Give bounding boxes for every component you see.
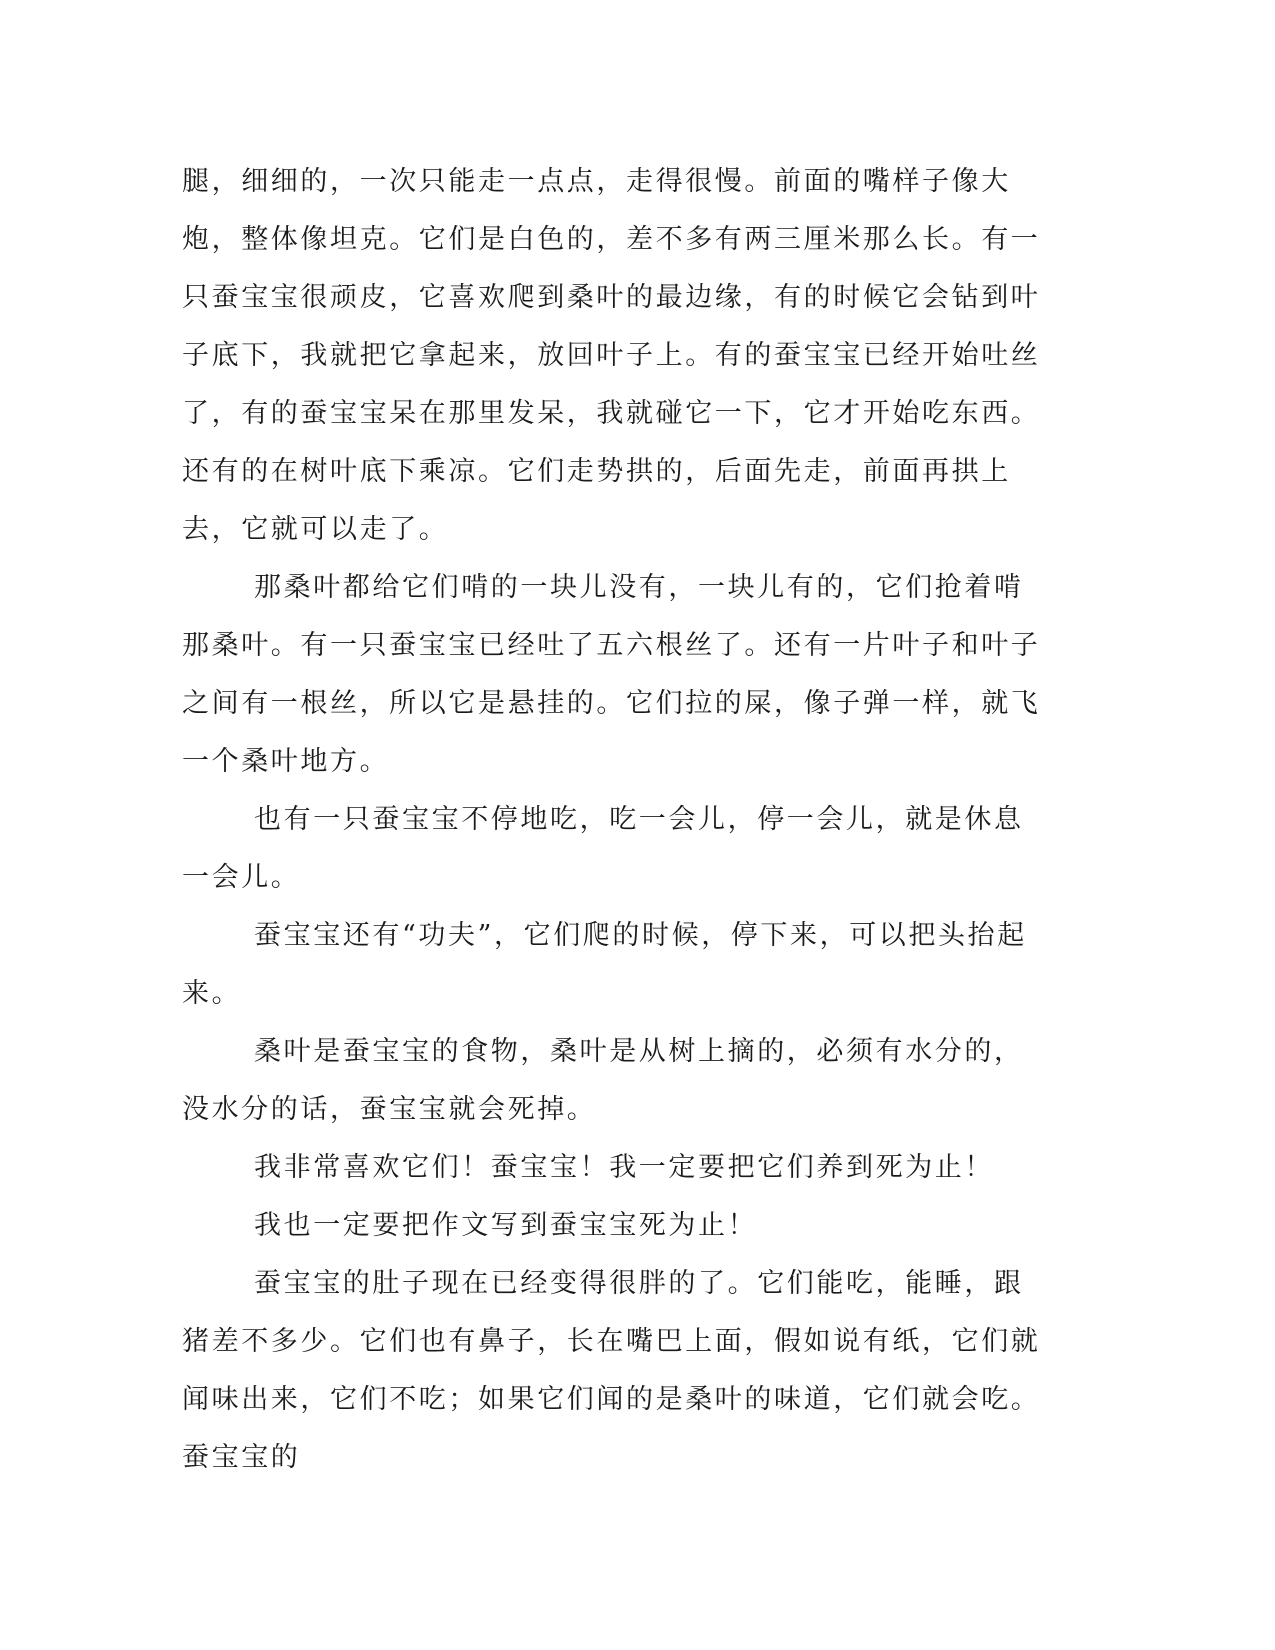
paragraph-2: 那桑叶都给它们啃的一块儿没有，一块儿有的，它们抢着啃那桑叶。有一只蚕宝宝已经吐了五六根丝了。还有一片叶子和叶子之间有一根丝，所以它是悬挂的。它们拉的屎，像子弹一样，就飞一个桑叶地方。 — [182, 572, 1041, 777]
paragraph-8: 蚕宝宝的肚子现在已经变得很胖的了。它们能吃，能睡，跟猪差不多少。它们也有鼻子，长在嘴巴上面，假如说有纸，它们就闻味出来，它们不吃；如果它们闻的是桑叶的味道，它们就会吃。蚕宝宝的 — [182, 1268, 1041, 1473]
paragraph-5: 桑叶是蚕宝宝的食物，桑叶是从树上摘的，必须有水分的，没水分的话，蚕宝宝就会死掉。 — [182, 1036, 1024, 1125]
paragraph-4: 蚕宝宝还有“功夫”，它们爬的时候，停下来，可以把头抬起来。 — [182, 920, 1027, 1009]
document-body — [182, 153, 1042, 1487]
paragraph-1: 腿，细细的，一次只能走一点点，走得很慢。前面的嘴样子像大炮，整体像坦克。它们是白色的，差不多有两三厘米那么长。有一只蚕宝宝很顽皮，它喜欢爬到桑叶的最边缘，有的时候它会钻到叶子底下，我就把它拿起来，放回叶子上。有的蚕宝宝已经开始吐丝了，有的蚕宝宝呆在那里发呆，我就碰它一下，它才开始吃东西。还有的在树叶底下乘凉。它们走势拱的，后面先走，前面再拱上去，它就可以走了。 — [182, 166, 1041, 545]
paragraph-3: 也有一只蚕宝宝不停地吃，吃一会儿，停一会儿，就是休息一会儿。 — [182, 804, 1024, 893]
paragraph-6: 我非常喜欢它们！蚕宝宝！我一定要把它们养到死为止！ — [254, 1152, 994, 1183]
paragraph-7: 我也一定要把作文写到蚕宝宝死为止！ — [254, 1210, 758, 1241]
